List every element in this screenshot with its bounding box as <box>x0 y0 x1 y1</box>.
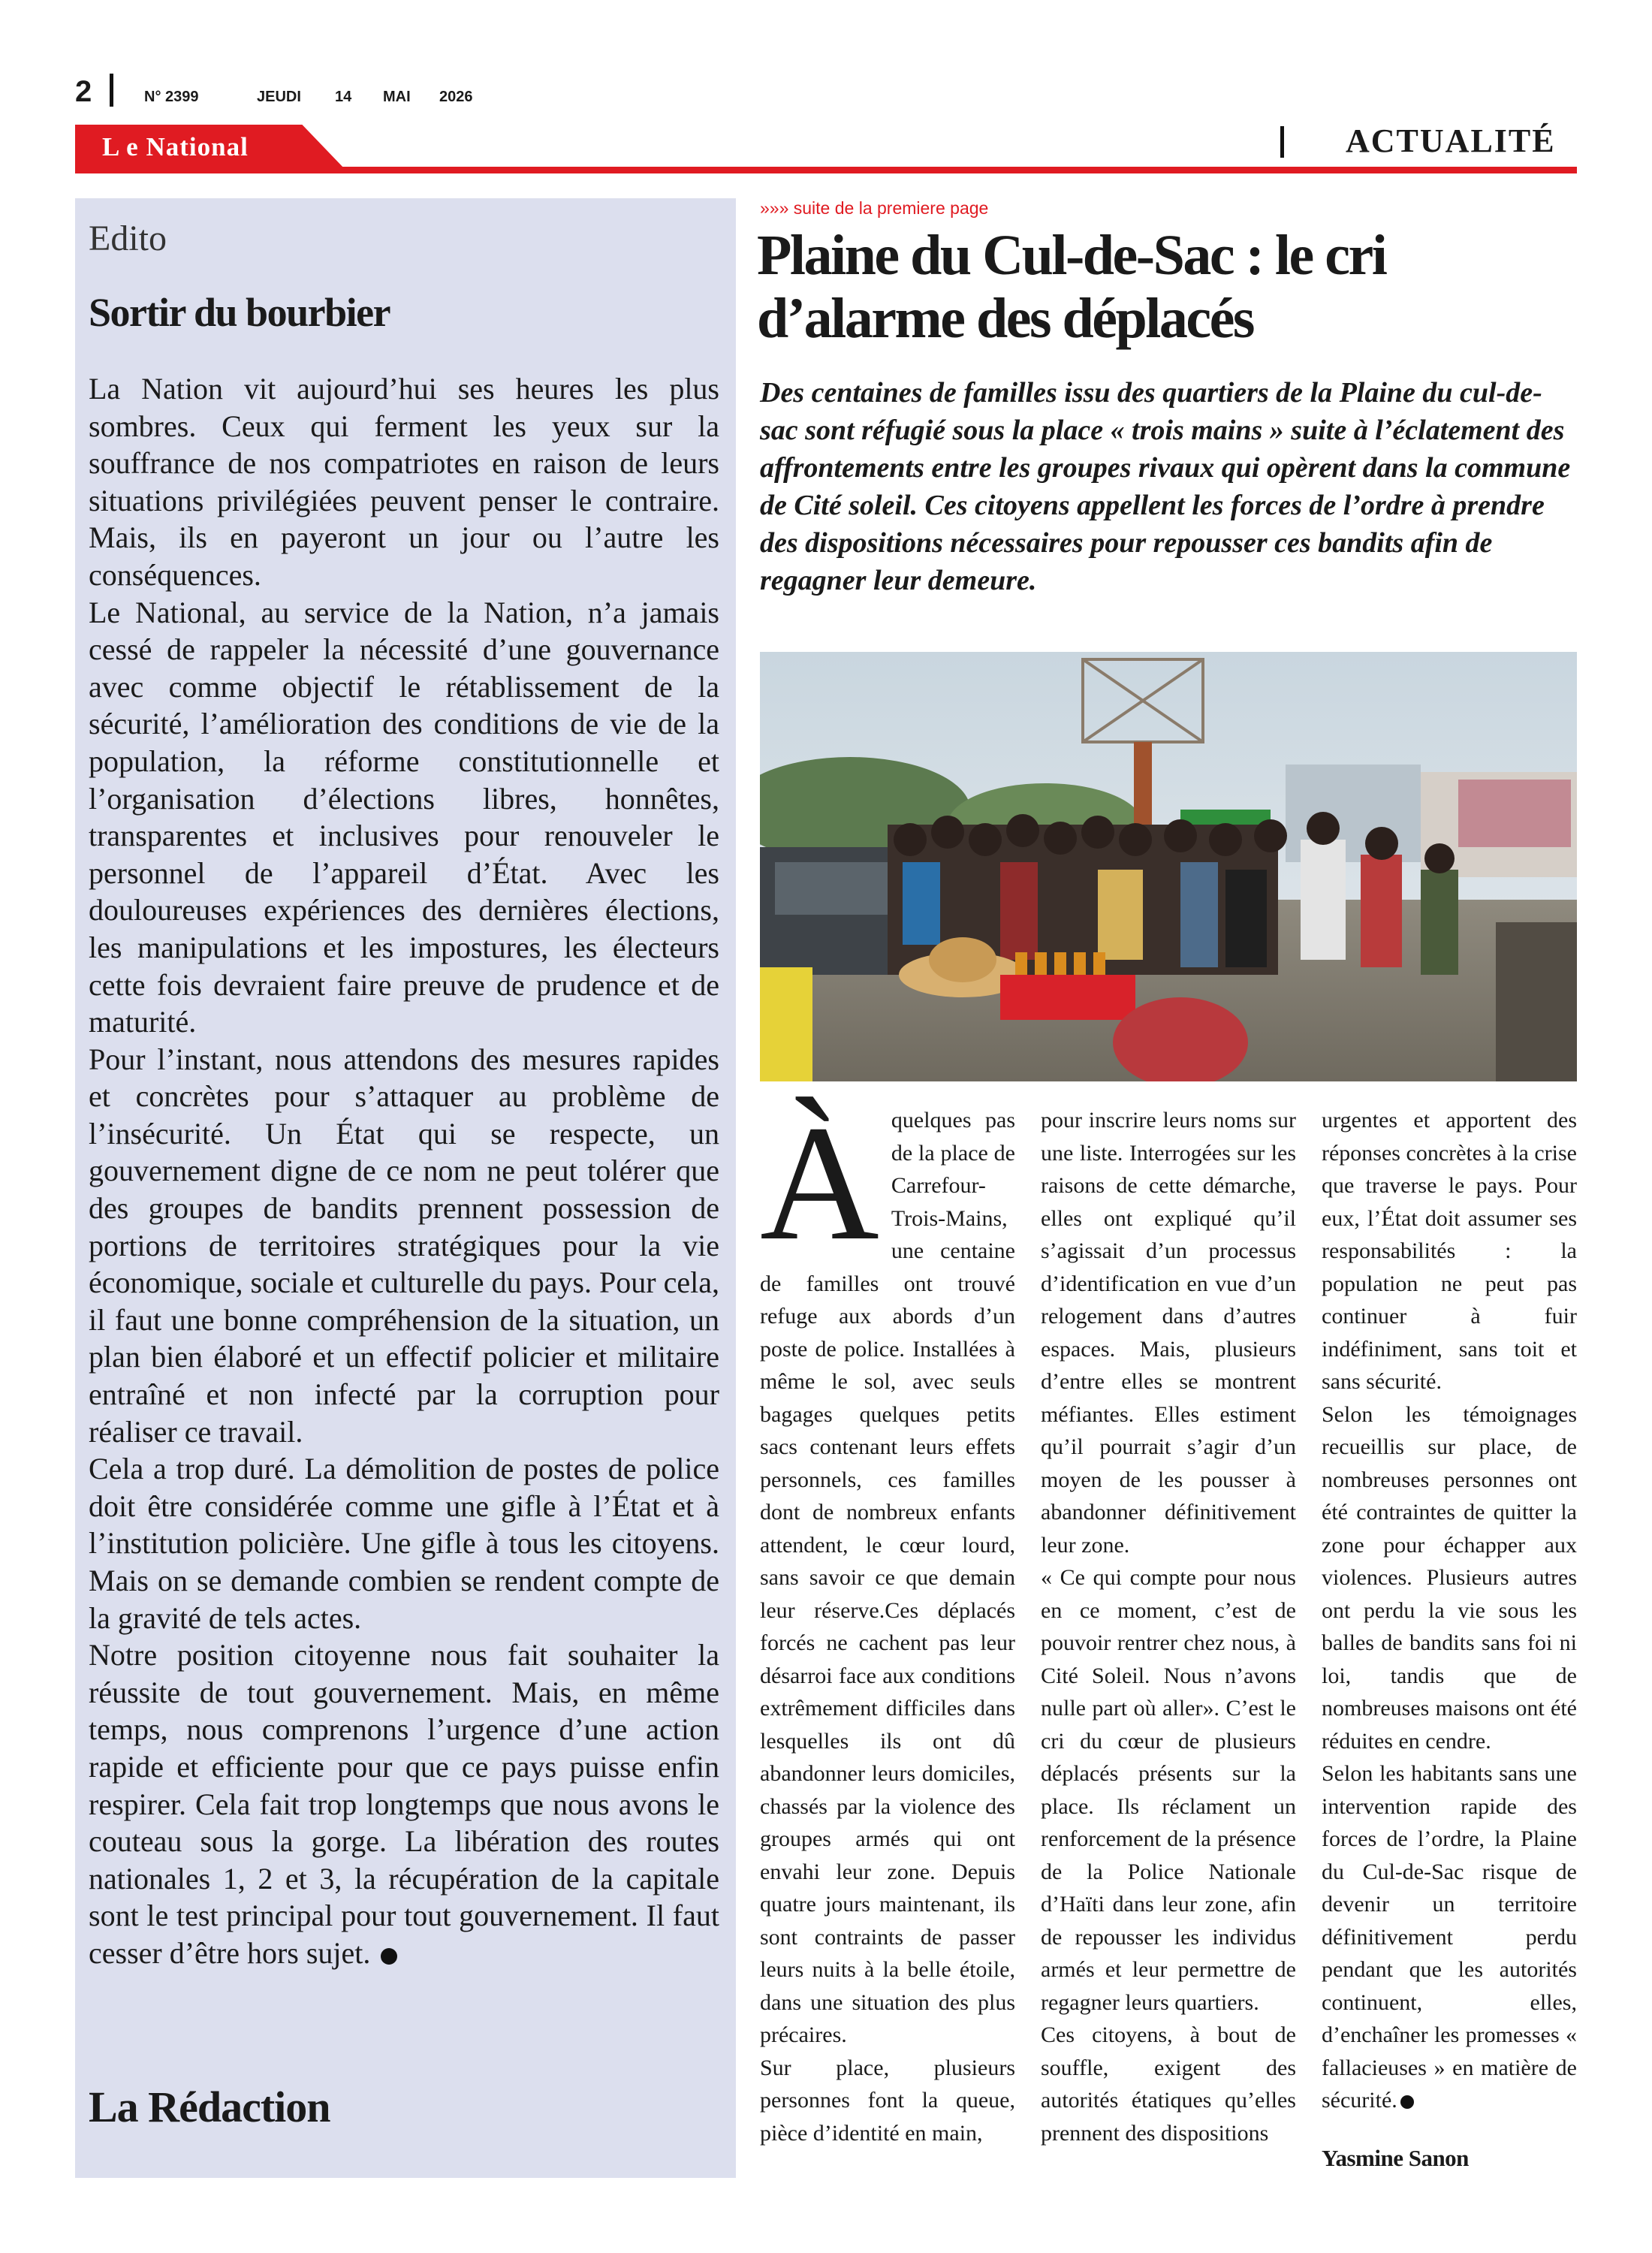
article-paragraph: pour inscrire leurs noms sur une liste. Interrogées sur les raisons de cette démarche, elles ont expliqué qu’il s’agissait d’un processus d’identification en vue d’un relogement dans d’autres espaces. Mais, plusieurs d’entre elles se montrent méfiantes. Elles estiment qu’il pourrait s’agir d’un moyen de les pousser à abandonner définitivement leur zone. <box>1041 1108 1296 1558</box>
editorial-paragraph: Cela a trop duré. La démolition de postes de police doit être considérée comme une gifle à l’État et à l’institution policière. Une gifle à tous les citoyens. Mais on se demande combien se rendent compte de la gravité de tels actes. <box>89 1452 719 1635</box>
header-divider <box>110 74 113 107</box>
article-paragraph: urgentes et apportent des réponses concrètes à la crise que traverse le pays. Pour eux, l’État doit assumer ses responsabilités : la population ne peut pas continuer à fuir indéfiniment, sans toit et sans sécurité. <box>1322 1108 1577 1394</box>
article-headline: Plaine du Cul-de-Sac : le cri d’alarme des déplacés <box>757 224 1386 350</box>
article-paragraph-text: Selon les habitants sans une intervention rapide des forces de l’ordre, la Plaine du Cul-de-Sac risque de devenir un territoire définitivement perdu pendant que les autorités continuent, elles, d’enchaîner les promesses « fallacieuses » en matière de sécurité. <box>1322 1761 1577 2113</box>
article-paragraph: quelques pas de la place de Carrefour-Trois-Mains, une centaine de familles ont trouvé refuge aux abords d’un poste de police. Installées à même le sol, avec seuls bagages quelques petits sacs contenant leurs effets personnels, ces familles dont de nombreux enfants attendent, le cœur lourd, sans savoir ce que demain leur réserve.Ces déplacés forcés ne cachent pas leur désarroi face aux conditions extrêmement difficiles dans lesquelles ils ont dû abandonner leurs domiciles, chassés par la violence des groupes armés qui ont envahi leur zone. Depuis quatre jours maintenant, ils sont contraints de passer leurs nuits à la belle étoile, dans une situation des plus précaires. <box>760 1108 1015 2047</box>
issue-number: N° 2399 <box>144 89 199 105</box>
article-paragraph-last <box>1322 1757 1577 2117</box>
issue-date-month: MAI <box>383 89 411 105</box>
article-standfirst: Des centaines de familles issu des quartiers de la Plaine du cul-de-sac sont réfugié sous la place « trois mains » suite à l’éclatement des affrontements entre les groupes rivaux qui opèrent dans la commune de Cité soleil. Ces citoyens appellent les forces de l’ordre à prendre des dispositions nécessaires pour repousser ces bandits afin de regagner leur demeure. <box>760 377 1571 596</box>
editorial-label: Edito <box>89 219 167 258</box>
editorial-paragraph-text: Notre position citoyenne nous fait souhaiter la réussite de tout gouvernement. Mais, en même temps, nous comprenons l’urgence d’une action rapide et efficiente pour que ce pays puisse enfin respirer. Cela fait trop longtemps que nous avons le couteau sous la gorge. La libération des routes nationales 1, 2 et 3, la récupération de la capitale sont le test principal pour tout gouvernement. Il faut cesser d’être hors sujet. <box>89 1638 719 1970</box>
drop-cap: À <box>760 1091 879 1274</box>
end-mark-icon <box>1400 2095 1414 2109</box>
issue-day: JEUDI <box>257 89 301 105</box>
editorial-body <box>89 370 719 1972</box>
editorial-paragraph: Pour l’instant, nous attendons des mesures rapides et concrètes pour s’attaquer au problème de l’insécurité. Un État qui se respecte, un gouvernement digne de ce nom ne peut tolérer que des groupes de bandits prennent possession de portions de territoires stratégiques pour la vie économique, sociale et culturelle du pays. Pour cela, il faut une bonne compréhension de la situation, un plan bien élaboré et un effectif policier et militaire entraîné et non infecté par la corruption pour réaliser ce travail. <box>89 1042 719 1449</box>
editorial-paragraph-last <box>89 1636 719 1971</box>
editorial-title: Sortir du bourbier <box>89 290 390 335</box>
end-mark-icon <box>381 1948 397 1965</box>
section-divider <box>1280 126 1284 158</box>
editorial-signature: La Rédaction <box>89 2083 330 2131</box>
header-rule <box>75 167 1577 173</box>
article-paragraph: Ces citoyens, à bout de souffle, exigent des autorités étatiques qu’elles prennent des dispositions <box>1041 2022 1296 2146</box>
article-paragraph: Selon les témoignages recueillis sur place, de nombreuses personnes ont été contraintes de quitter la zone pour échapper aux violences. Plusieurs autres ont perdu la vie sous les balles de bandits sans foi ni loi, tandis que de nombreuses maisons ont été réduites en cendre. <box>1322 1401 1577 1754</box>
page-number: 2 <box>75 75 92 108</box>
article-column-2 <box>1041 1104 1296 2149</box>
article-column-3 <box>1322 1104 1577 2117</box>
article-photo <box>760 652 1577 1081</box>
article-kicker: »»» suite de la premiere page <box>760 198 989 218</box>
section-label: ACTUALITÉ <box>1346 122 1556 159</box>
article-paragraph: « Ce qui compte pour nous en ce moment, c’est de pouvoir rentrer chez nous, à Cité Soleil. Nous n’avons nulle part où aller». C’est le cri du cœur de plusieurs déplacés présents sur la place. Ils réclament un renforcement de la présence de la Police Nationale d’Haïti dans leur zone, afin de repousser les individus armés et leur permettre de regagner leurs quartiers. <box>1041 1565 1296 2015</box>
editorial-paragraph: La Nation vit aujourd’hui ses heures les plus sombres. Ceux qui ferment les yeux sur la souffrance de nos compatriotes en raison de leurs situations privilégiées peuvent penser le contraire. Mais, ils en payeront un jour ou l’autre les conséquences. <box>89 372 719 592</box>
issue-date-day: 14 <box>335 89 352 105</box>
issue-date-year: 2026 <box>439 89 473 105</box>
article-byline: Yasmine Sanon <box>1322 2145 1469 2171</box>
article-paragraph: Sur place, plusieurs personnes font la queue, pièce d’identité en main, <box>760 2055 1015 2146</box>
article-column-1 <box>760 1091 1015 2149</box>
editorial-paragraph: Le National, au service de la Nation, n’a jamais cessé de rappeler la nécessité d’une gouvernance avec comme objectif le rétablissement de la sécurité, l’amélioration des conditions de vie de la population, la réforme constitutionnelle et l’organisation d’élections libres, honnêtes, transparentes et inclusives pour renouveler le personnel de l’appareil d’État. Avec les douloureuses expériences des dernières élections, les manipulations et les impostures, les électeurs cette fois devraient faire preuve de prudence et de maturité. <box>89 595 719 1039</box>
masthead-brand: L e National <box>102 132 249 161</box>
